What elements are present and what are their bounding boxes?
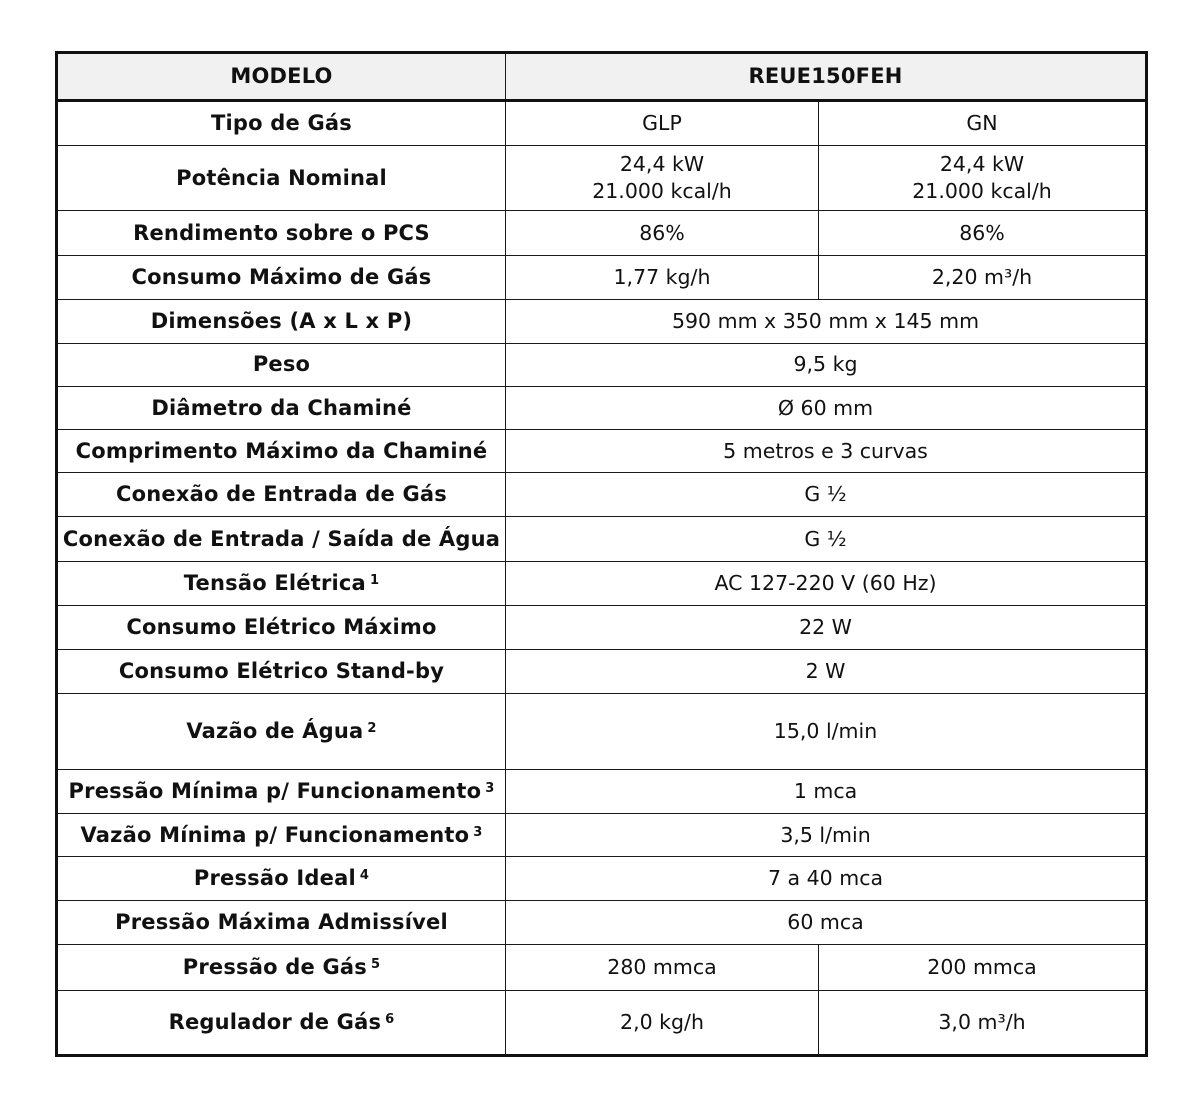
spec-table (55, 51, 1148, 1057)
footnote-marker: 3 (473, 824, 483, 840)
row-label: Regulador de Gás $^6$ (57, 990, 506, 1055)
row-label: Tipo de Gás (57, 101, 506, 146)
glp-value: GLP (506, 101, 819, 146)
row-label: Vazão Mínima p/ Funcionamento $^3$ (57, 814, 506, 857)
row-value: Ø 60 mm (506, 386, 1147, 429)
glp-value: 280 mmca (506, 944, 819, 990)
row-value: 1 mca (506, 770, 1147, 814)
row-label: Dimensões (A x L x P) (57, 299, 506, 343)
row-value: G ½ (506, 473, 1147, 517)
glp-value-line2: 21.000 kcal/h (592, 179, 732, 204)
table-row (57, 386, 1147, 429)
table-row (57, 990, 1147, 1055)
glp-value: 86% (506, 211, 819, 255)
row-label: Consumo Máximo de Gás (57, 255, 506, 299)
row-value: 2 W (506, 649, 1147, 693)
table-row (57, 944, 1147, 990)
row-label: Peso (57, 343, 506, 386)
table-row (57, 770, 1147, 814)
row-value: AC 127-220 V (60 Hz) (506, 562, 1147, 605)
table-row (57, 693, 1147, 769)
glp-value-line1: 24,4 kW (619, 152, 705, 177)
table-row (57, 857, 1147, 901)
footnote-marker: 1 (369, 573, 380, 589)
table-row (57, 430, 1147, 473)
table-row (57, 814, 1147, 857)
row-value: 3,5 l/min (506, 814, 1147, 857)
row-label: Rendimento sobre o PCS (57, 211, 506, 255)
row-label: Diâmetro da Chaminé (57, 386, 506, 429)
gn-value: GN (819, 101, 1147, 146)
row-label: Consumo Elétrico Stand-by (57, 649, 506, 693)
header-row (57, 53, 1147, 101)
gn-value (819, 146, 1147, 211)
row-label: Conexão de Entrada / Saída de Água (57, 517, 506, 562)
row-label: Pressão Ideal $^4$ (57, 857, 506, 901)
glp-value: 2,0 kg/h (506, 990, 819, 1055)
row-value: 7 a 40 mca (506, 857, 1147, 901)
table-row (57, 562, 1147, 605)
table-row (57, 255, 1147, 299)
footnote-marker: 6 (385, 1011, 395, 1027)
table-row (57, 211, 1147, 255)
gn-value: 2,20 m³/h (819, 255, 1147, 299)
row-label: Pressão Máxima Admissível (57, 901, 506, 944)
row-label: Potência Nominal (57, 146, 506, 211)
footnote-marker: 2 (367, 720, 377, 736)
glp-value (506, 146, 819, 211)
row-label: Pressão Mínima p/ Funcionamento $^3$ (57, 770, 506, 814)
row-label: Vazão de Água $^2$ (57, 693, 506, 769)
row-label: Conexão de Entrada de Gás (57, 473, 506, 517)
table-row (57, 101, 1147, 146)
gn-value-line1: 24,4 kW (939, 152, 1025, 177)
gn-value-line2: 21.000 kcal/h (912, 179, 1052, 204)
row-label: Comprimento Máximo da Chaminé (57, 430, 506, 473)
row-value: 5 metros e 3 curvas (506, 430, 1147, 473)
header-label: MODELO (57, 53, 506, 101)
table-row (57, 517, 1147, 562)
row-value: 15,0 l/min (506, 693, 1147, 769)
table-row (57, 649, 1147, 693)
row-value: 590 mm x 350 mm x 145 mm (506, 299, 1147, 343)
row-value: 22 W (506, 605, 1147, 649)
row-label: Consumo Elétrico Máximo (57, 605, 506, 649)
model-name: REUE150FEH (506, 53, 1147, 101)
gn-value: 200 mmca (819, 944, 1147, 990)
row-value: 60 mca (506, 901, 1147, 944)
table-row (57, 605, 1147, 649)
table-row (57, 299, 1147, 343)
table-row (57, 901, 1147, 944)
row-value: G ½ (506, 517, 1147, 562)
footnote-marker: 4 (359, 868, 370, 884)
row-label: Pressão de Gás $^5$ (57, 944, 506, 990)
gn-value: 3,0 m³/h (819, 990, 1147, 1055)
table-row (57, 343, 1147, 386)
gn-value: 86% (819, 211, 1147, 255)
footnote-marker: 5 (370, 956, 381, 972)
glp-value: 1,77 kg/h (506, 255, 819, 299)
table-row (57, 473, 1147, 517)
table-row (57, 146, 1147, 211)
row-value: 9,5 kg (506, 343, 1147, 386)
row-label: Tensão Elétrica $^1$ (57, 562, 506, 605)
footnote-marker: 3 (485, 781, 495, 797)
